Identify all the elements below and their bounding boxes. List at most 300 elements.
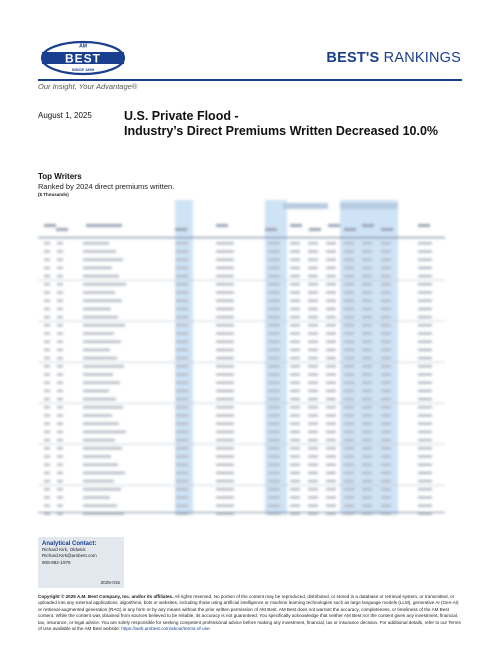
table-cell bbox=[362, 373, 372, 376]
table-cell bbox=[418, 357, 432, 360]
table-cell bbox=[176, 267, 188, 270]
table-cell bbox=[362, 455, 372, 458]
table-cell bbox=[216, 414, 234, 417]
table-cell bbox=[57, 398, 63, 401]
table-cell bbox=[268, 340, 280, 343]
table-cell bbox=[362, 316, 372, 319]
table-cell bbox=[418, 242, 432, 245]
table-cell bbox=[381, 258, 391, 261]
table-cell bbox=[44, 308, 50, 311]
table-cell bbox=[326, 504, 336, 507]
table-cell bbox=[362, 414, 372, 417]
table-cell bbox=[418, 406, 432, 409]
table-cell bbox=[57, 365, 63, 368]
table-cell bbox=[83, 390, 109, 393]
table-header-label bbox=[290, 224, 302, 227]
table-cell bbox=[44, 406, 50, 409]
table-cell bbox=[381, 275, 391, 278]
table-cell bbox=[176, 349, 188, 352]
table-cell bbox=[344, 439, 354, 442]
table-cell bbox=[268, 381, 280, 384]
table-cell bbox=[344, 349, 354, 352]
table-cell bbox=[268, 291, 280, 294]
table-group-header bbox=[340, 203, 398, 209]
table-cell bbox=[57, 480, 63, 483]
am-best-logo bbox=[40, 40, 126, 76]
table-cell bbox=[290, 324, 300, 327]
table-cell bbox=[326, 381, 336, 384]
table-cell bbox=[418, 463, 432, 466]
table-cell bbox=[216, 373, 234, 376]
table-cell bbox=[216, 283, 234, 286]
table-cell bbox=[290, 439, 300, 442]
table-cell bbox=[176, 431, 188, 434]
table-cell bbox=[362, 439, 372, 442]
table-cell bbox=[57, 332, 63, 335]
table-cell bbox=[308, 398, 318, 401]
table-cell bbox=[216, 242, 234, 245]
table-cell bbox=[290, 275, 300, 278]
table-cell bbox=[344, 250, 354, 253]
table-cell bbox=[83, 242, 109, 245]
table-cell bbox=[418, 349, 432, 352]
table-cell bbox=[344, 275, 354, 278]
table-cell bbox=[308, 439, 318, 442]
table-cell bbox=[308, 480, 318, 483]
table-cell bbox=[362, 357, 372, 360]
table-cell bbox=[381, 488, 391, 491]
table-cell bbox=[381, 455, 391, 458]
table-cell bbox=[44, 291, 50, 294]
table-cell bbox=[326, 258, 336, 261]
table-cell bbox=[216, 332, 234, 335]
table-cell bbox=[176, 488, 188, 491]
table-cell bbox=[326, 340, 336, 343]
table-cell bbox=[268, 422, 280, 425]
table-cell bbox=[308, 299, 318, 302]
table-cell bbox=[268, 455, 280, 458]
table-cell bbox=[344, 267, 354, 270]
table-cell bbox=[176, 447, 188, 450]
table-cell bbox=[83, 308, 111, 311]
table-cell bbox=[308, 422, 318, 425]
logo-best-text: BEST bbox=[64, 51, 102, 66]
table-cell bbox=[83, 488, 121, 491]
table-cell bbox=[216, 398, 234, 401]
table-cell bbox=[308, 463, 318, 466]
table-cell bbox=[290, 349, 300, 352]
table-cell bbox=[344, 324, 354, 327]
table-cell bbox=[44, 283, 50, 286]
table-cell bbox=[326, 455, 336, 458]
table-cell bbox=[381, 324, 391, 327]
table-cell bbox=[344, 480, 354, 483]
table-cell bbox=[381, 422, 391, 425]
table-cell bbox=[362, 480, 372, 483]
table-cell bbox=[216, 472, 234, 475]
table-cell bbox=[308, 340, 318, 343]
table-cell bbox=[176, 340, 188, 343]
table-cell bbox=[344, 299, 354, 302]
table-cell bbox=[268, 250, 280, 253]
table-cell bbox=[216, 299, 234, 302]
table-row-rule bbox=[38, 321, 445, 322]
table-cell bbox=[308, 316, 318, 319]
table-cell bbox=[381, 308, 391, 311]
table-cell bbox=[381, 299, 391, 302]
table-cell bbox=[83, 267, 112, 270]
table-cell bbox=[83, 504, 117, 507]
table-cell bbox=[176, 390, 188, 393]
table-cell bbox=[326, 324, 336, 327]
table-cell bbox=[268, 496, 280, 499]
table-cell bbox=[344, 496, 354, 499]
table-cell bbox=[308, 275, 318, 278]
table-cell bbox=[57, 283, 63, 286]
table-cell bbox=[344, 365, 354, 368]
table-cell bbox=[44, 390, 50, 393]
table-cell bbox=[326, 283, 336, 286]
table-cell bbox=[216, 275, 234, 278]
table-cell bbox=[362, 496, 372, 499]
copyright-bold: Copyright © 2025 A.M. Best Company, Inc. and/or its affiliates. bbox=[38, 594, 174, 599]
table-header-label bbox=[418, 224, 430, 227]
table-cell bbox=[418, 439, 432, 442]
table-cell bbox=[216, 291, 234, 294]
table-cell bbox=[362, 242, 372, 245]
table-cell bbox=[57, 275, 63, 278]
table-cell bbox=[344, 455, 354, 458]
table-cell bbox=[176, 472, 188, 475]
table-cell bbox=[44, 422, 50, 425]
table-cell bbox=[381, 332, 391, 335]
table-cell bbox=[44, 267, 50, 270]
table-cell bbox=[216, 455, 234, 458]
table-cell bbox=[268, 472, 280, 475]
table-cell bbox=[268, 480, 280, 483]
table-cell bbox=[326, 422, 336, 425]
table-cell bbox=[44, 316, 50, 319]
table-cell bbox=[57, 242, 63, 245]
table-cell bbox=[83, 381, 120, 384]
table-cell bbox=[362, 299, 372, 302]
table-cell bbox=[381, 242, 391, 245]
section-subtitle: Ranked by 2024 direct premiums written. bbox=[38, 182, 175, 191]
table-cell bbox=[268, 332, 280, 335]
table-cell bbox=[418, 472, 432, 475]
table-cell bbox=[176, 365, 188, 368]
table-cell bbox=[216, 258, 234, 261]
table-header-label bbox=[344, 228, 356, 231]
table-cell bbox=[344, 504, 354, 507]
table-cell bbox=[308, 267, 318, 270]
table-cell bbox=[83, 357, 117, 360]
table-cell bbox=[268, 308, 280, 311]
table-cell bbox=[83, 299, 122, 302]
logo-am-text: AM bbox=[79, 43, 87, 50]
table-cell bbox=[344, 463, 354, 466]
table-cell bbox=[176, 299, 188, 302]
table-cell bbox=[57, 422, 63, 425]
table-cell bbox=[57, 357, 63, 360]
report-date: August 1, 2025 bbox=[38, 111, 92, 120]
table-cell bbox=[381, 357, 391, 360]
table-cell bbox=[418, 283, 432, 286]
table-cell bbox=[83, 250, 116, 253]
top-writers-table-blurred bbox=[38, 200, 445, 515]
table-cell bbox=[44, 340, 50, 343]
table-cell bbox=[176, 357, 188, 360]
table-cell bbox=[418, 414, 432, 417]
table-cell bbox=[290, 340, 300, 343]
analytical-contact-box bbox=[38, 537, 124, 588]
table-cell bbox=[418, 291, 432, 294]
table-cell bbox=[326, 406, 336, 409]
table-cell bbox=[362, 390, 372, 393]
table-cell bbox=[268, 316, 280, 319]
table-cell bbox=[418, 422, 432, 425]
table-cell bbox=[216, 447, 234, 450]
table-cell bbox=[326, 365, 336, 368]
table-cell bbox=[290, 504, 300, 507]
table-cell bbox=[83, 431, 126, 434]
table-cell bbox=[44, 365, 50, 368]
table-cell bbox=[44, 299, 50, 302]
section-units-note: ($ Thousands) bbox=[38, 192, 69, 197]
table-cell bbox=[176, 308, 188, 311]
table-cell bbox=[381, 390, 391, 393]
table-cell bbox=[290, 422, 300, 425]
table-cell bbox=[57, 381, 63, 384]
table-cell bbox=[176, 250, 188, 253]
table-cell bbox=[381, 439, 391, 442]
table-cell bbox=[176, 242, 188, 245]
table-cell bbox=[268, 357, 280, 360]
table-cell bbox=[381, 447, 391, 450]
table-cell bbox=[381, 480, 391, 483]
table-cell bbox=[381, 316, 391, 319]
table-header-label bbox=[44, 224, 56, 227]
table-cell bbox=[44, 472, 50, 475]
table-cell bbox=[362, 332, 372, 335]
table-cell bbox=[308, 365, 318, 368]
table-cell bbox=[268, 504, 280, 507]
table-cell bbox=[176, 258, 188, 261]
table-cell bbox=[268, 390, 280, 393]
report-title bbox=[124, 109, 438, 139]
table-cell bbox=[57, 439, 63, 442]
table-cell bbox=[381, 250, 391, 253]
table-cell bbox=[418, 455, 432, 458]
copyright-text: All rights reserved. No portion of the content may be reproduced, distributed, or stored in a database or retrieval system, or transmitted, or uploaded into any external applications, algorithms, bots or websites, including those using artificial intelligence or machine learning technologies such as large language models (LLM), generative AI (Gen-AI) or retrieval-augmented generation (RAG) in any form or by any means without the prior written permission of AM Best. AM Best does not warrant the accuracy, completeness, or timeliness of the AM Best content. While the content was obtained from sources believed to be reliable, its accuracy is not guaranteed. You specifically acknowledge that neither AM Best nor the content gives any investment, financial, tax, insurance, or legal advice. You are solely responsible for seeking competent professional advice before making any investment, financial, tax or insurance decision. For additional details, refer to our Terms of Use available at the AM Best website: bbox=[38, 594, 461, 632]
table-cell bbox=[176, 480, 188, 483]
table-cell bbox=[290, 283, 300, 286]
table-cell bbox=[362, 275, 372, 278]
table-cell bbox=[216, 267, 234, 270]
table-cell bbox=[381, 283, 391, 286]
table-cell bbox=[418, 365, 432, 368]
table-group-header bbox=[283, 203, 328, 209]
table-cell bbox=[57, 250, 63, 253]
table-cell bbox=[344, 381, 354, 384]
table-cell bbox=[268, 463, 280, 466]
table-cell bbox=[326, 439, 336, 442]
table-cell bbox=[326, 414, 336, 417]
table-cell bbox=[344, 291, 354, 294]
table-cell bbox=[57, 455, 63, 458]
table-cell bbox=[176, 373, 188, 376]
table-cell bbox=[176, 455, 188, 458]
table-cell bbox=[290, 242, 300, 245]
table-cell bbox=[290, 308, 300, 311]
report-code: 2025-015 bbox=[100, 580, 120, 585]
table-cell bbox=[418, 504, 432, 507]
table-cell bbox=[290, 480, 300, 483]
table-cell bbox=[83, 439, 115, 442]
table-cell bbox=[176, 496, 188, 499]
table-row-rule bbox=[38, 362, 445, 363]
table-cell bbox=[290, 398, 300, 401]
table-cell bbox=[290, 267, 300, 270]
table-cell bbox=[44, 414, 50, 417]
table-cell bbox=[83, 496, 110, 499]
table-cell bbox=[176, 414, 188, 417]
terms-link[interactable]: https://web.ambest.com/about/terms-of-use bbox=[121, 626, 210, 632]
table-cell bbox=[381, 365, 391, 368]
table-cell bbox=[216, 496, 234, 499]
contact-email: Richard.Kirk@ambest.com bbox=[42, 553, 97, 559]
table-cell bbox=[326, 447, 336, 450]
table-cell bbox=[83, 316, 118, 319]
table-cell bbox=[290, 250, 300, 253]
table-cell bbox=[308, 373, 318, 376]
table-cell bbox=[308, 488, 318, 491]
table-cell bbox=[57, 267, 63, 270]
table-cell bbox=[268, 299, 280, 302]
table-cell bbox=[290, 332, 300, 335]
blurred-table-graphic bbox=[38, 200, 445, 515]
table-cell bbox=[362, 472, 372, 475]
table-cell bbox=[308, 390, 318, 393]
table-cell bbox=[326, 267, 336, 270]
table-cell bbox=[216, 349, 234, 352]
table-cell bbox=[308, 447, 318, 450]
table-header-label bbox=[265, 228, 277, 231]
table-cell bbox=[326, 488, 336, 491]
table-header-label bbox=[175, 228, 187, 231]
table-cell bbox=[381, 291, 391, 294]
table-row-rule bbox=[38, 280, 445, 281]
table-cell bbox=[326, 349, 336, 352]
table-cell bbox=[418, 299, 432, 302]
table-header-label bbox=[328, 224, 340, 227]
table-cell bbox=[344, 373, 354, 376]
table-cell bbox=[268, 406, 280, 409]
header-divider bbox=[38, 79, 462, 81]
table-cell bbox=[176, 381, 188, 384]
table-cell bbox=[326, 332, 336, 335]
table-cell bbox=[418, 340, 432, 343]
table-cell bbox=[176, 422, 188, 425]
table-cell bbox=[268, 447, 280, 450]
table-cell bbox=[57, 447, 63, 450]
table-cell bbox=[44, 463, 50, 466]
table-cell bbox=[381, 431, 391, 434]
table-cell bbox=[83, 422, 119, 425]
contact-phone: 908-882-1976 bbox=[42, 559, 71, 565]
table-cell bbox=[83, 340, 121, 343]
table-cell bbox=[290, 463, 300, 466]
table-cell bbox=[216, 390, 234, 393]
bests-rankings-heading bbox=[326, 50, 461, 66]
table-cell bbox=[216, 504, 234, 507]
table-cell bbox=[362, 340, 372, 343]
table-cell bbox=[268, 414, 280, 417]
table-cell bbox=[44, 332, 50, 335]
table-cell bbox=[44, 439, 50, 442]
section-title: Top Writers bbox=[38, 172, 82, 181]
table-cell bbox=[344, 398, 354, 401]
table-cell bbox=[216, 381, 234, 384]
table-cell bbox=[362, 267, 372, 270]
table-cell bbox=[344, 258, 354, 261]
table-cell bbox=[308, 324, 318, 327]
table-cell bbox=[268, 283, 280, 286]
table-cell bbox=[326, 299, 336, 302]
table-cell bbox=[362, 398, 372, 401]
table-cell bbox=[418, 332, 432, 335]
table-cell bbox=[326, 242, 336, 245]
table-cell bbox=[83, 455, 111, 458]
table-cell bbox=[83, 472, 125, 475]
table-cell bbox=[57, 349, 63, 352]
table-cell bbox=[268, 488, 280, 491]
table-cell bbox=[176, 463, 188, 466]
table-cell bbox=[176, 332, 188, 335]
table-cell bbox=[308, 332, 318, 335]
table-cell bbox=[418, 431, 432, 434]
table-cell bbox=[216, 340, 234, 343]
table-cell bbox=[308, 431, 318, 434]
table-cell bbox=[44, 250, 50, 253]
table-cell bbox=[381, 504, 391, 507]
table-cell bbox=[216, 431, 234, 434]
table-cell bbox=[268, 349, 280, 352]
table-cell bbox=[381, 463, 391, 466]
table-cell bbox=[308, 349, 318, 352]
table-cell bbox=[362, 447, 372, 450]
table-cell bbox=[290, 496, 300, 499]
report-title-line2: Industry’s Direct Premiums Written Decreased 10.0% bbox=[124, 124, 439, 138]
table-cell bbox=[381, 349, 391, 352]
table-cell bbox=[308, 406, 318, 409]
table-cell bbox=[362, 308, 372, 311]
table-cell bbox=[57, 316, 63, 319]
table-cell bbox=[290, 390, 300, 393]
table-cell bbox=[418, 308, 432, 311]
table-cell bbox=[326, 398, 336, 401]
table-cell bbox=[83, 398, 116, 401]
table-cell bbox=[326, 275, 336, 278]
table-cell bbox=[176, 439, 188, 442]
table-cell bbox=[57, 496, 63, 499]
table-cell bbox=[418, 381, 432, 384]
table-cell bbox=[362, 258, 372, 261]
table-cell bbox=[216, 324, 234, 327]
table-cell bbox=[308, 504, 318, 507]
table-cell bbox=[268, 324, 280, 327]
table-cell bbox=[83, 349, 110, 352]
